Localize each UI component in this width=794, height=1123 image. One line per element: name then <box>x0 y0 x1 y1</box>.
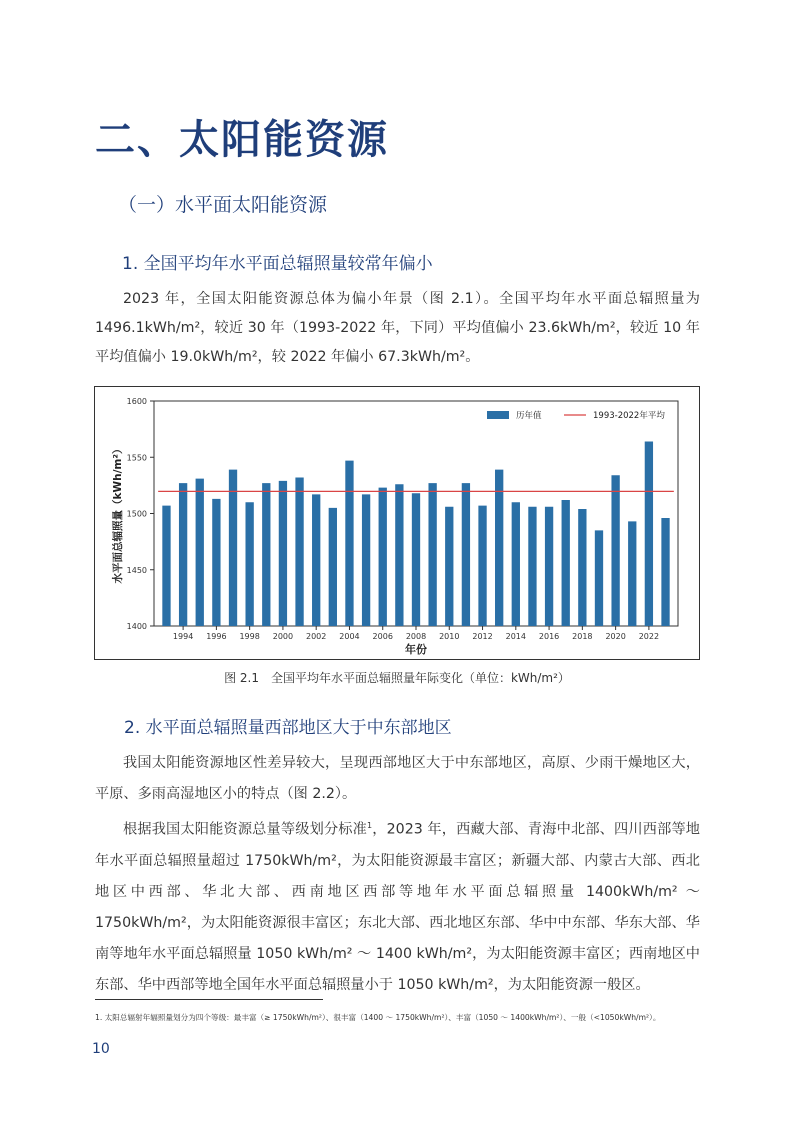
bar-1998 <box>245 502 253 626</box>
bar-2013 <box>495 470 503 626</box>
x-tick-label: 2002 <box>306 632 327 641</box>
x-tick-label: 2004 <box>339 632 360 641</box>
page-number: 10 <box>92 1041 110 1057</box>
bar-2001 <box>295 478 303 627</box>
y-tick-label: 1450 <box>126 565 147 575</box>
annual-irradiation-chart <box>95 387 699 659</box>
bar-2011 <box>462 483 470 626</box>
legend-label-average: 1993-2022年平均 <box>593 411 665 421</box>
footnote-divider <box>95 999 323 1000</box>
bar-1996 <box>212 499 220 626</box>
bar-2006 <box>379 488 387 626</box>
bar-1993 <box>162 506 170 626</box>
y-tick-label: 1600 <box>126 397 147 406</box>
x-tick-label: 1998 <box>239 632 260 641</box>
legend-swatch-annual <box>487 411 509 419</box>
x-tick-label: 2020 <box>605 632 626 641</box>
x-tick-label: 2014 <box>505 632 526 641</box>
bar-2023 <box>661 518 669 626</box>
chapter-title: 二、太阳能资源 <box>95 117 389 163</box>
y-tick-label: 1550 <box>126 453 147 463</box>
y-tick-label: 1400 <box>126 622 147 631</box>
bar-2014 <box>512 502 520 626</box>
figure-2-1 <box>94 386 700 660</box>
bar-2012 <box>478 506 486 626</box>
bar-2022 <box>645 442 653 627</box>
bar-2015 <box>528 507 536 626</box>
bar-2004 <box>345 461 353 626</box>
chart-legend <box>487 410 665 421</box>
x-tick-label: 2018 <box>572 632 593 641</box>
bar-2002 <box>312 494 320 626</box>
footnote: 1. 太阳总辐射年辐照量划分为四个等级：最丰富（≥ 1750kWh/m²）、很丰富（1400 ～ 1750kWh/m²）、丰富（1050 ～ 1400kWh/m²）、一般（<1050kWh/m²）。 <box>95 1013 661 1022</box>
x-tick-label: 2006 <box>372 632 393 641</box>
section2-paragraph-1: 我国太阳能资源地区性差异较大，呈现西部地区大于中东部地区，高原、少雨干燥地区大，平原、多雨高湿地区小的特点（图 2.2）。 <box>95 755 700 802</box>
bar-1995 <box>196 479 204 626</box>
subsection-title-2: 2. 水平面总辐照量西部地区大于中东部地区 <box>124 718 452 738</box>
x-tick-label: 1996 <box>206 632 227 641</box>
x-tick-label: 2010 <box>439 632 460 641</box>
bar-2005 <box>362 494 370 626</box>
bar-2008 <box>412 493 420 626</box>
bar-2017 <box>562 500 570 626</box>
bar-1997 <box>229 470 237 626</box>
y-tick-label: 1500 <box>126 509 147 519</box>
x-tick-label: 2012 <box>472 632 493 641</box>
x-tick-label: 2000 <box>272 632 294 641</box>
bar-2000 <box>279 481 287 626</box>
section-title: （一）水平面太阳能资源 <box>118 194 328 216</box>
bar-2021 <box>628 521 636 626</box>
figure-caption: 图 2.1 全国平均年水平面总辐照量年际变化（单位：kWh/m²） <box>224 671 570 685</box>
bar-2019 <box>595 530 603 626</box>
section2-paragraph-2-start: 根据我国太阳能资源总量等级划分标准 <box>123 821 368 838</box>
x-tick-label: 1994 <box>172 632 194 641</box>
section1-paragraph: 2023 年，全国太阳能资源总体为偏小年景（图 2.1）。全国平均年水平面总辐照量为 1496.1kWh/m²，较近 30 年（1993-2022 年，下同）平均值偏小 23.6kWh/m²，较近 10 年平均值偏小 19.0kWh/m²，较 2022 年偏小 67.3kWh/m²。 <box>95 291 700 365</box>
bar-2009 <box>428 483 436 626</box>
bar-2007 <box>395 484 403 626</box>
bar-2003 <box>329 508 337 626</box>
section2-paragraphs <box>95 748 700 1001</box>
bar-2010 <box>445 507 453 626</box>
y-axis-label: 水平面总辐照量（kWh/m²） <box>112 443 124 584</box>
legend-label-annual: 历年值 <box>516 411 542 421</box>
section2-paragraph-2 <box>95 810 700 1001</box>
bar-2016 <box>545 507 553 626</box>
bar-2018 <box>578 509 586 626</box>
x-axis-label: 年份 <box>405 643 427 656</box>
x-tick-label: 2016 <box>538 632 560 641</box>
subsection-title-1: 1. 全国平均年水平面总辐照量较常年偏小 <box>122 254 433 274</box>
x-tick-label: 2022 <box>638 632 660 641</box>
section2-paragraph-2-rest: ，2023 年，西藏大部、青海中北部、四川西部等地年水平面总辐照量超过 1750kWh/m²，为太阳能资源最丰富区；新疆大部、内蒙古大部、西北地区中西部、华北大部、西南地区西部等地年水平面总辐照量 1400kWh/m² ～ 1750kWh/m²，为太阳能资源很丰富区；东北大部、西北地区东部、华中中东部、华东大部、华南等地年水平面总辐照量 1050 kWh/m² ～ 1400 kWh/m²，为太阳能资源丰富区；西南地区中东部、华中西部等地全国年水平面总辐照量小于 1050 kWh/m²，为太阳能资源一般区。 <box>95 821 700 993</box>
footnote-reference: 1 <box>367 821 373 830</box>
section1-paragraph-block <box>95 285 700 372</box>
bar-1994 <box>179 483 187 626</box>
bar-1999 <box>262 483 270 626</box>
x-tick-label: 2008 <box>405 632 427 641</box>
chart-bars <box>162 442 669 627</box>
bar-2020 <box>611 475 619 626</box>
